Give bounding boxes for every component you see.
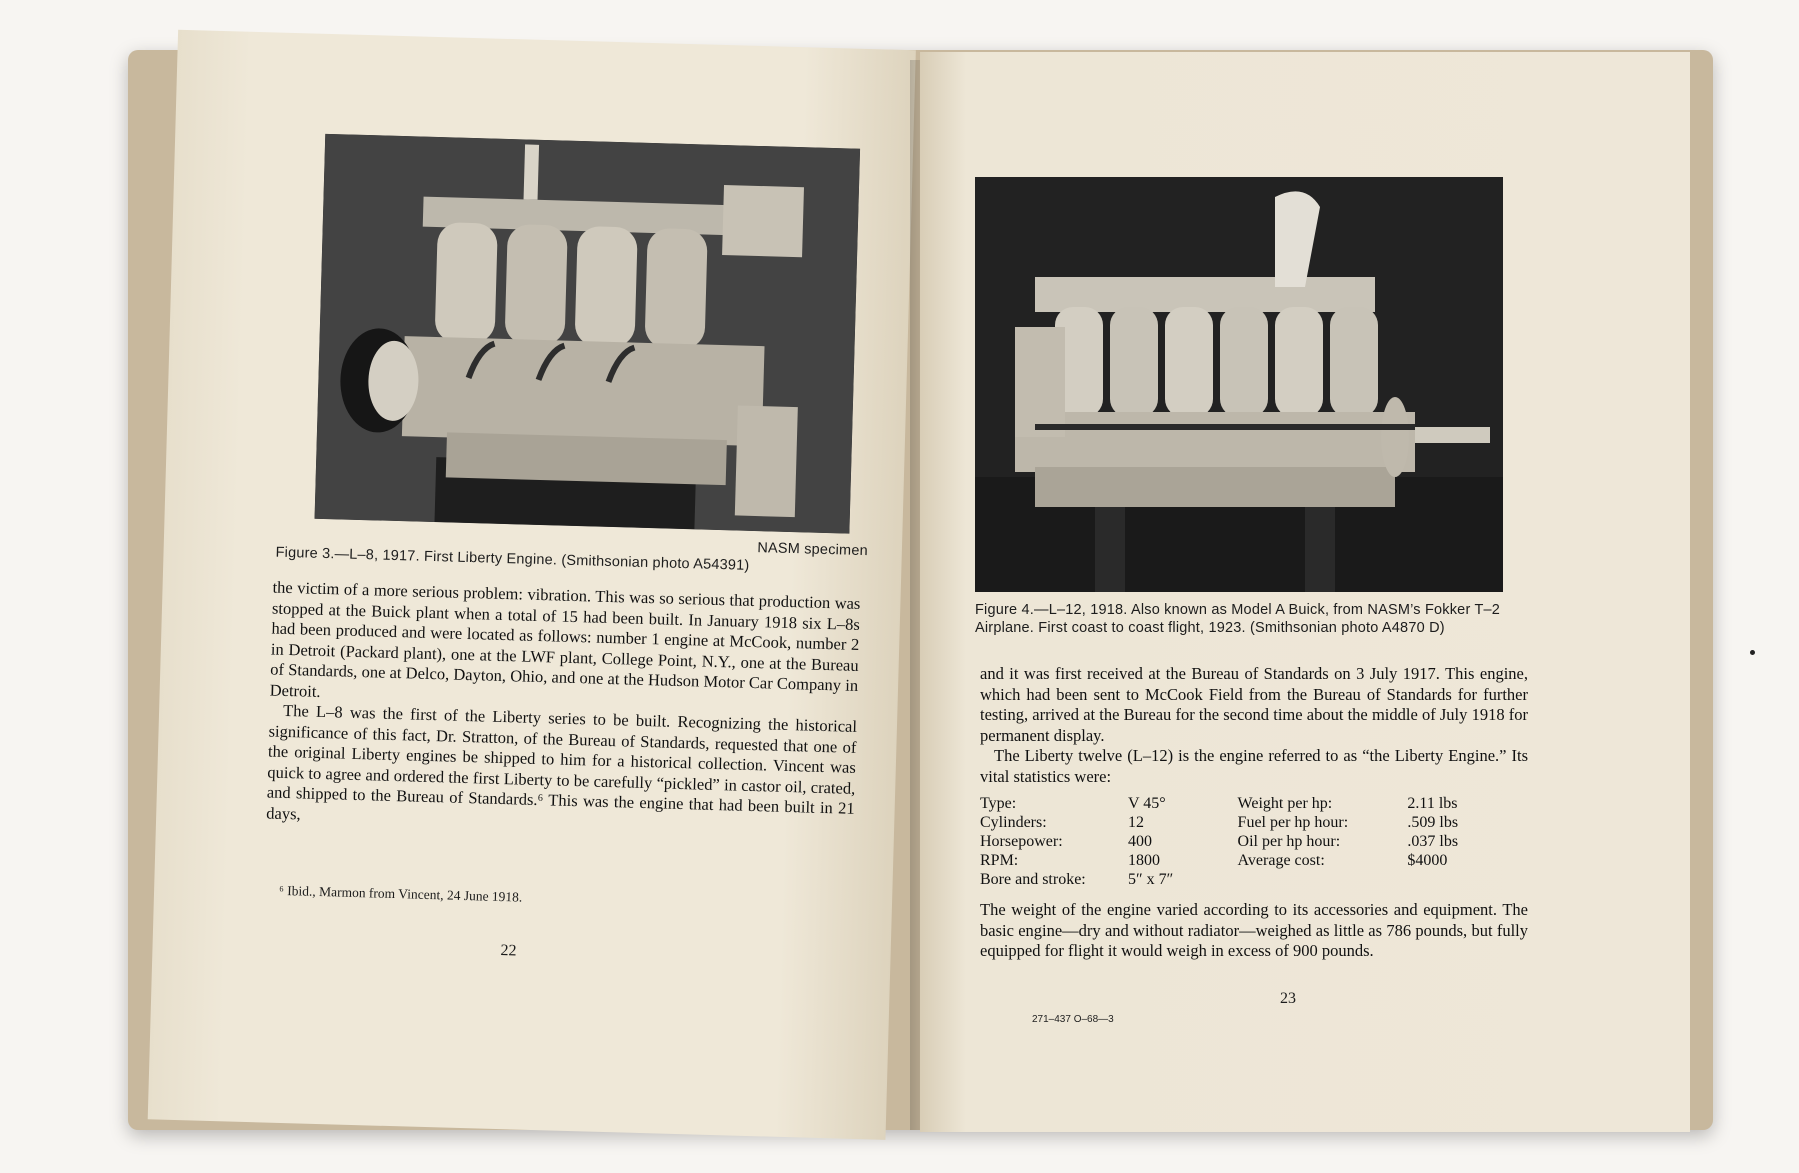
caption-specimen-label: NASM specimen [757, 540, 869, 560]
footnote: ⁶ Ibid., Marmon from Vincent, 24 June 1918. [278, 882, 523, 905]
stat-label: Fuel per hp hour: [1237, 814, 1349, 831]
paragraph: The L–8 was the first of the Liberty series to be built. Recognizing the historical significance of this fact, Dr. Stratton, of the Bureau of Standards, requested that one of the original Liberty engines be shipped to him for a historical collection. Vincent was quick to agree and ordered the first Liberty to be carefully “pickled” in castor oil, crated, and shipped to the Bureau of Standards.⁶ This was the engine that had been built in 21 days, [266, 700, 858, 823]
stat-value: 1800 [1127, 852, 1160, 869]
background-speck [1750, 650, 1755, 655]
stat-value: .509 lbs [1407, 814, 1459, 831]
vital-statistics-table [980, 794, 1528, 889]
l8-engine-illustration [315, 134, 861, 534]
stats-row [980, 870, 1528, 889]
right-body-text-top [980, 664, 1528, 787]
stat-value: 5″ x 7″ [1127, 871, 1174, 888]
stat-label: Type: [980, 795, 1017, 812]
stat-label: Horsepower: [980, 833, 1063, 850]
stat-label: Bore and stroke: [980, 871, 1086, 888]
left-page [148, 30, 916, 1140]
stat-value: 12 [1127, 814, 1144, 831]
stat-label: RPM: [980, 852, 1019, 869]
stat-value: V 45° [1127, 795, 1166, 812]
stats-row [980, 851, 1528, 870]
paragraph: and it was first received at the Bureau of Standards on 3 July 1917. This engine, which had been sent to McCook Field from the Bureau of Standards for further testing, arrived at the Bureau for the second time about the middle of July 1918 for permanent display. [980, 664, 1528, 745]
stat-value: .037 lbs [1407, 833, 1459, 850]
figure-4-caption: Figure 4.—L–12, 1918. Also known as Model A Buick, from NASM’s Fokker T–2 Airplane. First coast to coast flight, 1923. (Smithsonian photo A4870 D) [975, 602, 1501, 636]
stats-row [980, 813, 1528, 832]
paragraph: The Liberty twelve (L–12) is the engine referred to as “the Liberty Engine.” Its vital statistics were: [980, 746, 1528, 786]
stat-value: $4000 [1407, 852, 1448, 869]
stat-label: Cylinders: [980, 814, 1047, 831]
stat-value: 2.11 lbs [1407, 795, 1458, 812]
stat-label: Oil per hp hour: [1237, 833, 1341, 850]
stat-value [1407, 870, 1528, 889]
paragraph: The weight of the engine varied according to its accessories and equipment. The basic engine—dry and without radiator—weighed as little as 786 pounds, but fully equipped for flight it would weigh in excess of 900 pounds. [980, 900, 1528, 960]
stats-row [980, 832, 1528, 851]
right-body-text-bottom [980, 900, 1528, 962]
stat-label: Weight per hp: [1237, 795, 1333, 812]
right-page [920, 52, 1690, 1132]
stat-value: 400 [1127, 833, 1152, 850]
left-body-text [266, 578, 861, 840]
figure-3-caption [275, 526, 876, 579]
stat-label [1238, 870, 1408, 889]
print-code: 271–437 O–68—3 [1032, 1014, 1114, 1025]
l12-engine-illustration [975, 177, 1503, 592]
engine-photo-l8 [315, 134, 861, 534]
engine-photo-l12 [975, 177, 1503, 592]
stats-row [980, 794, 1528, 813]
stat-label: Average cost: [1237, 852, 1325, 869]
caption-text: Figure 3.—L–8, 1917. First Liberty Engine. (Smithsonian photo A54391) [275, 544, 750, 574]
page-number: 22 [500, 942, 517, 960]
paragraph: the victim of a more serious problem: vibration. This was so serious that production was stopped at the Buick plant when a total of 15 had been built. In January 1918 six L–8s had been produced and were located as follows: number 1 engine at McCook, number 2 in Detroit (Packard plant), one at the LWF plant, College Point, N.Y., one at the Bureau of Standards, one at Delco, Dayton, Ohio, and one at the Hudson Motor Car Company in Detroit. [269, 577, 861, 701]
page-number: 23 [1280, 990, 1296, 1007]
